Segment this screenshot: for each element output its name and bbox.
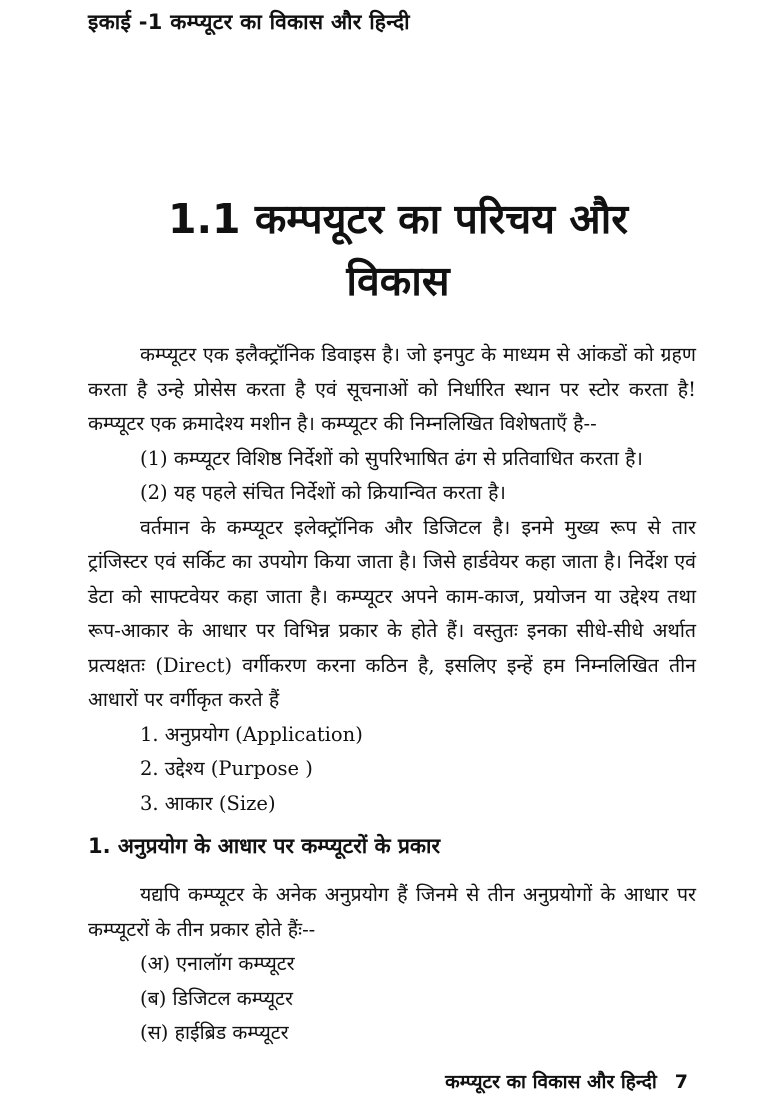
feature-item-1: (1) कम्प्यूटर विशिष्ठ निर्देशों को सुपरिभाषित ढंग से प्रतिवाधित करता है। <box>140 446 643 470</box>
second-paragraph: वर्तमान के कम्प्यूटर इलेक्ट्रॉनिक और डिजिटल है। इनमे मुख्य रूप से तार ट्रांजिस्टर एवं सर्किट का उपयोग किया जाता है। जिसे हार्डवेयर कहा जाता है। निर्देश एवं डेटा को साफ्टवेयर कहा जाता है। कम्प्यूटर अपने काम-काज, प्रयोजन या उद्देश्य तथा रूप-आकार के आधार पर विभिन्न प्रकार के होते हैं। वस्तुतः इनका सीधे-सीधे अर्थात प्रत्यक्षतः (Direct) वर्गीकरण करना कठिन है, इसलिए इन्हें हम निम्नलिखित तीन आधारों पर वर्गीकृत करते हैं <box>88 515 696 711</box>
section-paragraph: यद्यपि कम्प्यूटर के अनेक अनुप्रयोग हैं जिनमे से तीन अनुप्रयोगों के आधार पर कम्प्यूटरों के तीन प्रकार होते हैंः-- <box>88 883 696 941</box>
basis-item-2: 2. उद्देश्य (Purpose ) <box>140 757 313 780</box>
section-text <box>88 878 696 1051</box>
computer-type-analog: (अ) एनालॉग कम्प्यूटर <box>140 952 295 975</box>
page-footer <box>445 1068 688 1094</box>
intro-paragraph: कम्प्यूटर एक इलैक्ट्रॉनिक डिवाइस है। जो इनपुट के माध्यम से आंकडों को ग्रहण करता है उन्हे प्रोसेस करता है एवं सूचनाओं को निर्धारित स्थान पर स्टोर करता है! कम्प्यूटर एक क्रमादेश्य मशीन है। कम्प्यूटर की निम्नलिखित विशेषताएँ है-- <box>88 343 696 435</box>
page-number: 7 <box>674 1071 688 1093</box>
computer-type-digital: (ब) डिजिटल कम्प्यूटर <box>140 986 293 1010</box>
chapter-title-line-1: 1.1 कम्पयूटर का परिचय और <box>167 195 629 243</box>
computer-type-hybrid: (स) हाईब्रिड कम्प्यूटर <box>140 1021 289 1044</box>
basis-item-3: 3. आकार (Size) <box>140 791 276 815</box>
section-heading: 1. अनुप्रयोग के आधार पर कम्प्यूटरों के प्रकार <box>88 834 441 858</box>
chapter-title-line-2: विकास <box>346 257 450 305</box>
basis-item-1: 1. अनुप्रयोग (Application) <box>140 722 363 746</box>
feature-item-2: (2) यह पहले संचित निर्देशों को क्रियान्वित करता है। <box>140 481 506 504</box>
footer-title: कम्प्यूटर का विकास और हिन्दी <box>445 1071 657 1093</box>
chapter-title <box>88 188 708 312</box>
running-head: इकाई -1 कम्प्यूटर का विकास और हिन्दी <box>88 10 410 34</box>
main-text <box>88 338 696 821</box>
